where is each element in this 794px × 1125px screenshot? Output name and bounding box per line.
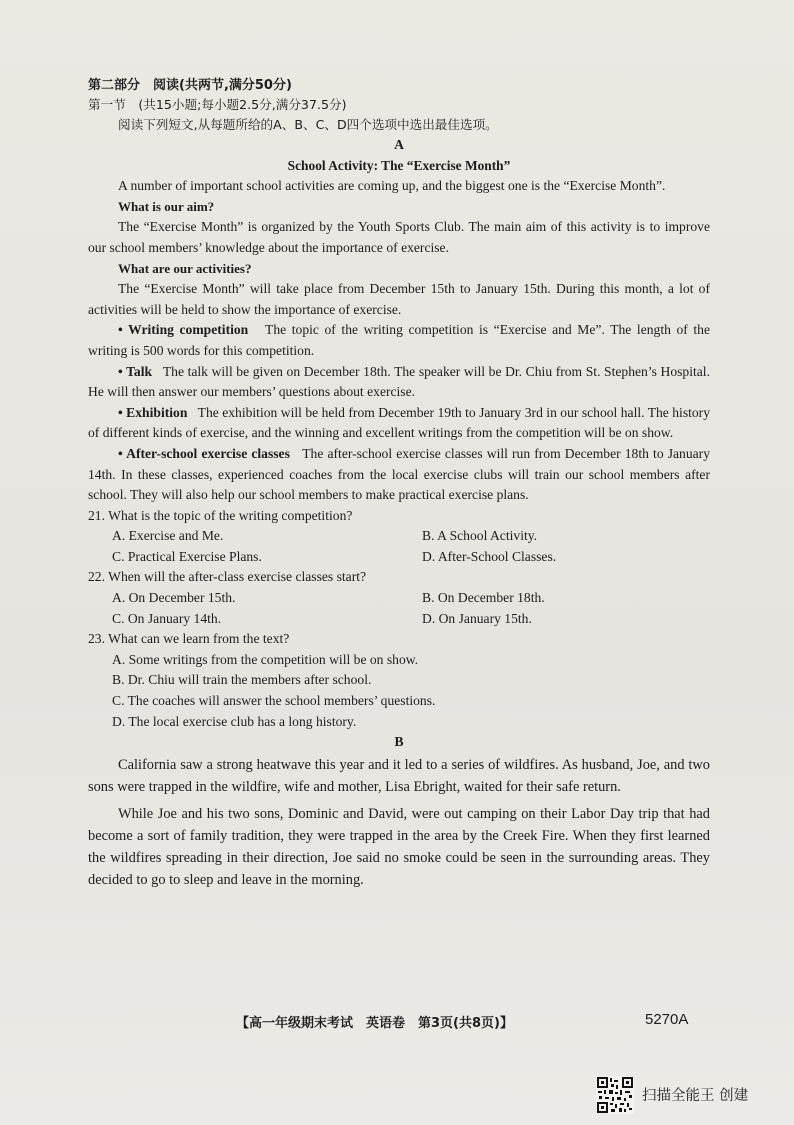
classes-label: • After-school exercise classes bbox=[118, 445, 290, 461]
question-22-options-row-2 bbox=[88, 609, 710, 630]
question-21-option-c: C. Practical Exercise Plans. bbox=[112, 548, 262, 564]
question-21-option-d: D. After-School Classes. bbox=[422, 548, 557, 564]
exhibition-item bbox=[88, 403, 710, 444]
passage-b-paragraph-2: While Joe and his two sons, Dominic and David, were out camping on their Labor Day trip that had become a sort of family tradition, they were trapped in the area by the Creek Fire. When they first learned the wildfires spreading in their direction, Joe said no smoke could be seen in the surrounding areas. They decided to go to sleep and leave in the morning. bbox=[88, 806, 710, 888]
writing-competition-text: The topic of the writing competition is “Exercise and Me”. The length of the writing is 500 words for this competition. bbox=[88, 322, 710, 358]
writing-competition-item bbox=[88, 320, 710, 361]
talk-label: • Talk bbox=[118, 363, 153, 379]
scanner-watermark-text: 扫描全能王 创建 bbox=[642, 1088, 749, 1104]
instruction: 阅读下列短文,从每题所给的A、B、C、D四个选项中选出最佳选项。 bbox=[118, 117, 498, 132]
qr-code-icon bbox=[596, 1076, 634, 1114]
talk-text: The talk will be given on December 18th. The speaker will be Dr. Chiu from St. Stephen’s Hospital. He will then answer our members’ questions about exercise. bbox=[88, 363, 710, 400]
question-22-option-d: D. On January 15th. bbox=[422, 610, 532, 626]
passage-a-title: School Activity: The “Exercise Month” bbox=[287, 157, 511, 173]
question-22-option-b: B. On December 18th. bbox=[422, 590, 545, 606]
question-23-option-b: B. Dr. Chiu will train the members after school. bbox=[112, 672, 372, 688]
passage-a-intro: A number of important school activities are coming up, and the biggest one is the “Exercise Month”. bbox=[118, 178, 666, 194]
writing-competition-label: • Writing competition bbox=[118, 322, 249, 338]
classes-item bbox=[88, 444, 710, 506]
passage-b-paragraph-1: California saw a strong heatwave this year and it led to a series of wildfires. As husband, Joe, and two sons were trapped in the wildfire, wife and mother, Lisa Ebright, waited for their safe return. bbox=[88, 756, 710, 795]
question-21-option-b: B. A School Activity. bbox=[422, 528, 538, 544]
activities-text: The “Exercise Month” will take place from December 15th to January 15th. During this month, a lot of activities will be held to show the importance of exercise. bbox=[88, 281, 710, 317]
classes-text: The after-school exercise classes will run from December 18th to January 14th. In these classes, experienced coaches from the local exercise clubs will train our school members after school. They will also help our school members to make practical exercise plans. bbox=[88, 445, 711, 503]
question-21-stem: 21. What is the topic of the writing competition? bbox=[88, 507, 353, 523]
exhibition-label: • Exhibition bbox=[118, 404, 188, 420]
subsection-header: 第一节 (共15小题;每小题2.5分,满分37.5分) bbox=[88, 97, 347, 112]
question-21-options-row-1 bbox=[88, 526, 710, 547]
passage-b bbox=[88, 755, 710, 892]
talk-item bbox=[88, 362, 710, 403]
question-22-option-c: C. On January 14th. bbox=[112, 610, 222, 626]
footer-paper-code: 5270A bbox=[645, 1011, 689, 1028]
aim-text: The “Exercise Month” is organized by the Youth Sports Club. The main aim of this activity is to improve our school members’ knowledge about the importance of exercise. bbox=[88, 219, 710, 255]
page-content bbox=[88, 76, 710, 892]
footer-page-info: 【高一年级期末考试 英语卷 第3页(共8页)】 bbox=[236, 1016, 513, 1031]
aim-heading: What is our aim? bbox=[118, 198, 215, 214]
question-22-option-a: A. On December 15th. bbox=[112, 590, 236, 606]
question-21-option-a: A. Exercise and Me. bbox=[112, 528, 224, 544]
section-header: 第二部分 阅读(共两节,满分50分) bbox=[88, 78, 292, 93]
passage-a-letter: A bbox=[394, 137, 404, 152]
question-23-option-c: C. The coaches will answer the school members’ questions. bbox=[112, 693, 436, 709]
exhibition-text: The exhibition will be held from December 19th to January 3rd in our school hall. The history of different kinds of exercise, and the winning and excellent writings from the competition will be on show. bbox=[88, 404, 711, 441]
question-21-options-row-2 bbox=[88, 547, 710, 568]
question-22-stem: 22. When will the after-class exercise classes start? bbox=[88, 569, 367, 585]
activities-heading: What are our activities? bbox=[118, 260, 252, 276]
passage-b-letter: B bbox=[394, 734, 404, 750]
question-22-options-row-1 bbox=[88, 588, 710, 609]
question-23-option-d: D. The local exercise club has a long history. bbox=[112, 713, 357, 729]
question-23-option-a: A. Some writings from the competition will be on show. bbox=[112, 651, 419, 667]
question-23-stem: 23. What can we learn from the text? bbox=[88, 631, 290, 647]
scanner-watermark bbox=[596, 1076, 794, 1116]
